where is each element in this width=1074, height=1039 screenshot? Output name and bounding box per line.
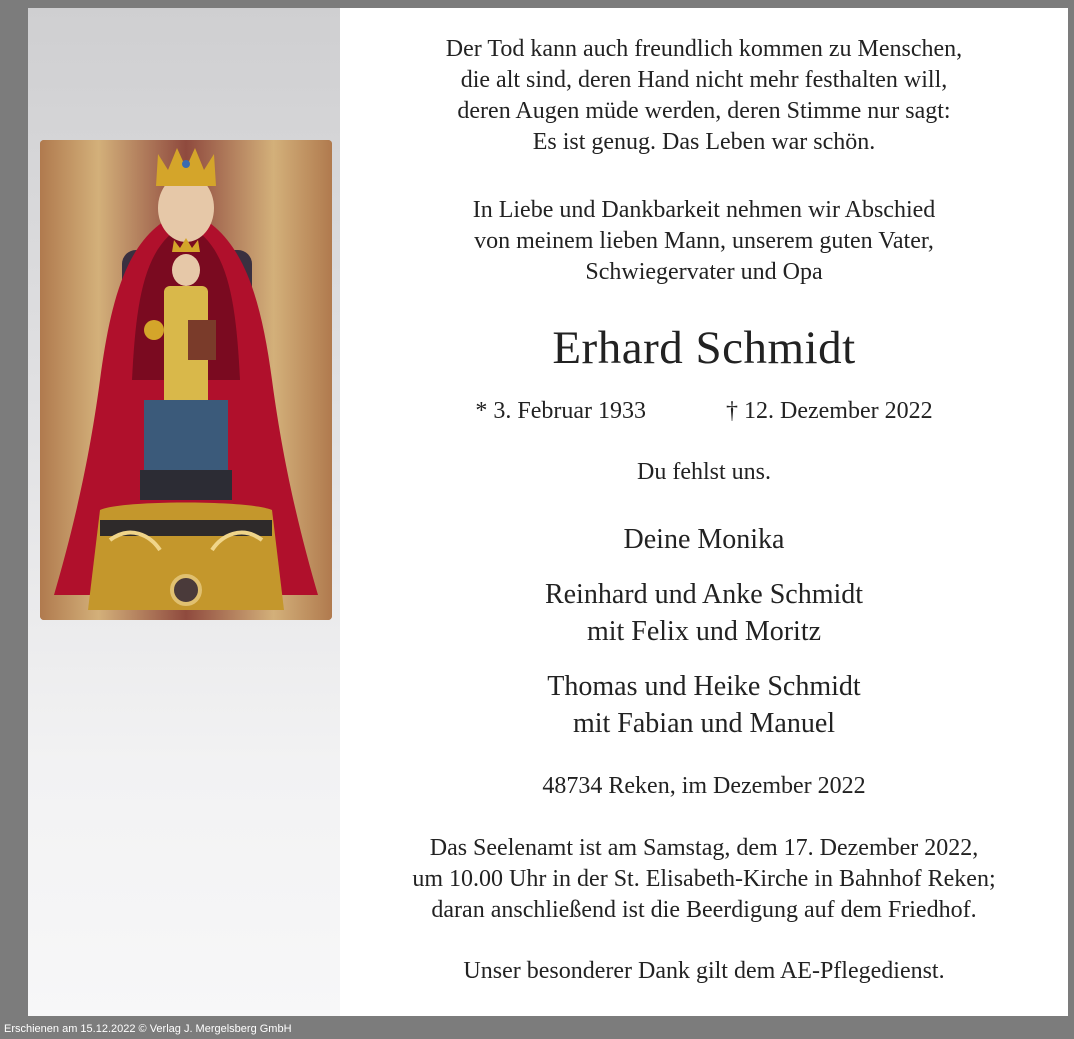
publication-footer: Erschienen am 15.12.2022 © Verlag J. Mergelsberg GmbH bbox=[4, 1023, 292, 1035]
intro-line: Schwiegervater und Opa bbox=[585, 259, 823, 285]
intro-line: In Liebe und Dankbarkeit nehmen wir Abschied bbox=[472, 197, 936, 223]
notice-line: daran anschließend ist die Beerdigung auf dem Friedhof. bbox=[431, 897, 977, 923]
side-panel bbox=[28, 8, 340, 1016]
birth-date: * 3. Februar 1933 bbox=[475, 398, 647, 424]
mourner-group bbox=[340, 576, 1068, 650]
poem-line: deren Augen müde werden, deren Stimme nur sagt: bbox=[457, 98, 951, 124]
life-dates bbox=[340, 396, 1068, 426]
intro-line: von meinem lieben Mann, unserem guten Vater, bbox=[474, 228, 934, 254]
poem-line: die alt sind, deren Hand nicht mehr festhalten will, bbox=[460, 67, 948, 93]
mourner-group bbox=[340, 668, 1068, 742]
thanks-note: Unser besonderer Dank gilt dem AE-Pflegedienst. bbox=[463, 958, 945, 984]
mourner-line: Deine Monika bbox=[623, 524, 785, 555]
mourners-list bbox=[340, 521, 1068, 760]
obituary-card bbox=[28, 8, 1068, 1016]
mourner-line: mit Felix und Moritz bbox=[586, 616, 822, 647]
funeral-notice bbox=[340, 833, 1068, 926]
madonna-statue-photo bbox=[40, 140, 332, 620]
notice-line: Das Seelenamt ist am Samstag, dem 17. Dezember 2022, bbox=[429, 835, 979, 861]
mourner-line: mit Fabian und Manuel bbox=[572, 708, 836, 739]
poem-line: Es ist genug. Das Leben war schön. bbox=[532, 129, 876, 155]
farewell-intro bbox=[340, 195, 1068, 288]
place-and-date: 48734 Reken, im Dezember 2022 bbox=[542, 773, 866, 799]
deceased-name: Erhard Schmidt bbox=[552, 322, 856, 374]
mourner-line: Thomas und Heike Schmidt bbox=[547, 671, 861, 702]
mourner-group bbox=[340, 521, 1068, 558]
poem bbox=[340, 34, 1068, 158]
missed-phrase: Du fehlst uns. bbox=[637, 459, 771, 485]
madonna-statue-icon bbox=[40, 140, 332, 620]
mourner-line: Reinhard und Anke Schmidt bbox=[544, 579, 864, 610]
death-date: † 12. Dezember 2022 bbox=[726, 398, 933, 424]
notice-line: um 10.00 Uhr in der St. Elisabeth-Kirche in Bahnhof Reken; bbox=[412, 866, 996, 892]
obituary-text bbox=[340, 8, 1068, 1016]
poem-line: Der Tod kann auch freundlich kommen zu Menschen, bbox=[445, 36, 963, 62]
